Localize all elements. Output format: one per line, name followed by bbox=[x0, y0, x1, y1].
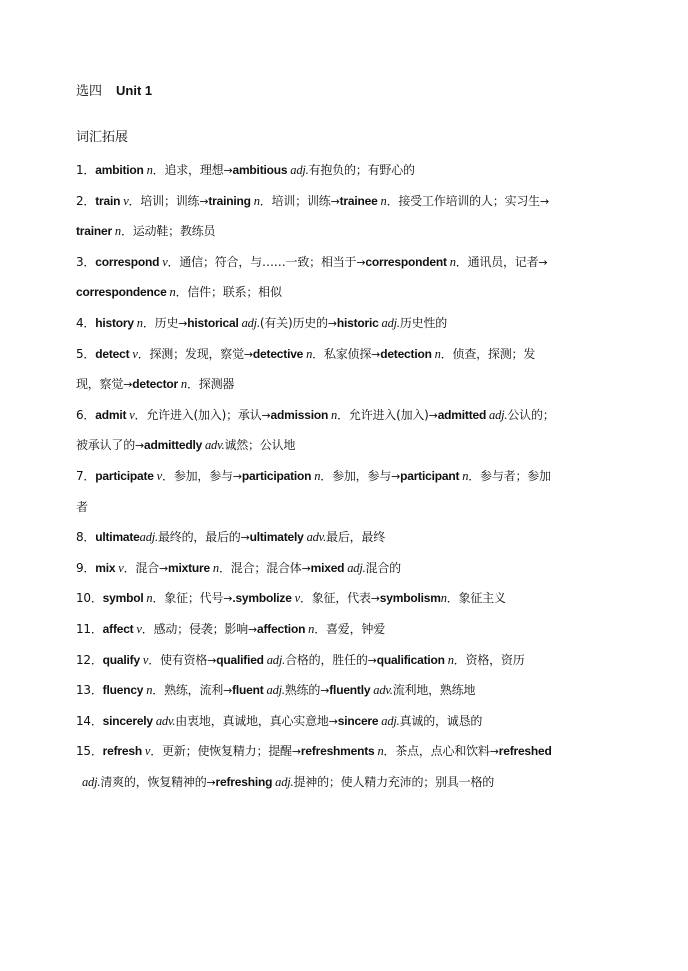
part-of-speech: n bbox=[143, 591, 153, 606]
headword: ambitious bbox=[232, 163, 288, 177]
part-of-speech: n bbox=[166, 285, 176, 300]
vocab-line bbox=[76, 434, 616, 465]
definition-text: 公认的； bbox=[507, 407, 555, 422]
arrow-icon: → bbox=[328, 714, 338, 728]
definition-text: 清爽的，恢复精神的 bbox=[100, 774, 207, 789]
arrow-icon: → bbox=[223, 592, 233, 606]
definition-text: ．培训；训练 bbox=[128, 193, 200, 208]
headword: detective bbox=[252, 346, 304, 361]
definition-text: ．探测；发现，察觉 bbox=[137, 346, 244, 361]
arrow-icon: → bbox=[489, 745, 499, 759]
definition-text: ．资格，资历 bbox=[453, 652, 525, 667]
part-of-speech: n bbox=[377, 193, 387, 208]
definition-text: ．信件；联系；相似 bbox=[175, 285, 282, 300]
part-of-speech: adj. bbox=[378, 315, 400, 330]
definition-text: ．运动鞋；教练员 bbox=[120, 224, 216, 239]
vocab-line bbox=[76, 771, 616, 802]
headword: correspond bbox=[95, 254, 160, 269]
definition-text: ．追求，理想 bbox=[152, 163, 224, 177]
vocab-line bbox=[76, 220, 616, 251]
arrow-icon: → bbox=[428, 408, 438, 422]
definition-text: 9． bbox=[76, 560, 96, 575]
page-title bbox=[76, 82, 152, 101]
part-of-speech: v bbox=[139, 652, 149, 667]
part-of-speech: n bbox=[431, 346, 441, 361]
headword: ambition bbox=[95, 163, 144, 177]
definition-text: ．更新；使恢复精力；提醒 bbox=[150, 744, 292, 759]
arrow-icon: → bbox=[247, 622, 257, 636]
arrow-icon: → bbox=[330, 194, 340, 208]
definition-text: ．混合；混合体 bbox=[218, 560, 302, 575]
arrow-icon: → bbox=[243, 347, 253, 361]
part-of-speech: adj. bbox=[378, 713, 400, 728]
arrow-icon: → bbox=[178, 316, 188, 330]
part-of-speech: n bbox=[440, 591, 447, 606]
vocab-line bbox=[76, 159, 616, 190]
headword: .symbolize bbox=[232, 591, 292, 606]
headword: admitted bbox=[437, 407, 487, 422]
definition-text: ．培训；训练 bbox=[259, 193, 331, 208]
arrow-icon: → bbox=[538, 255, 548, 269]
definition-text: 最终的，最后的 bbox=[157, 530, 241, 545]
headword: fluently bbox=[329, 683, 371, 698]
part-of-speech: n bbox=[311, 468, 321, 483]
part-of-speech: v bbox=[126, 407, 135, 422]
vocab-line bbox=[76, 740, 616, 771]
headword: sincere bbox=[337, 713, 379, 728]
part-of-speech: adj. bbox=[263, 652, 286, 667]
definition-text: ．私家侦探 bbox=[312, 346, 372, 361]
vocab-line bbox=[76, 618, 616, 649]
vocab-line bbox=[76, 710, 616, 741]
arrow-icon: → bbox=[223, 684, 233, 698]
part-of-speech: v bbox=[141, 744, 151, 759]
definition-text: 3． bbox=[76, 254, 96, 269]
part-of-speech: adj. bbox=[82, 774, 101, 789]
headword: history bbox=[95, 315, 134, 330]
vocabulary-list bbox=[76, 159, 616, 801]
part-of-speech: adj. bbox=[272, 774, 294, 789]
arrow-icon: → bbox=[232, 469, 242, 483]
headword: refreshed bbox=[498, 744, 552, 759]
arrow-icon: → bbox=[261, 408, 271, 422]
definition-text: ．接受工作培训的人；实习生 bbox=[386, 193, 540, 208]
arrow-icon: → bbox=[240, 531, 250, 545]
part-of-speech: n bbox=[111, 224, 121, 239]
arrow-icon: → bbox=[199, 194, 209, 208]
part-of-speech: v bbox=[120, 193, 129, 208]
part-of-speech: n bbox=[143, 163, 153, 177]
definition-text: ．象征主义 bbox=[446, 591, 506, 606]
headword: detector bbox=[132, 377, 178, 392]
vocab-line bbox=[76, 679, 616, 710]
definition-text: ．象征，代表 bbox=[299, 591, 371, 606]
definition-text: ．参加，参与 bbox=[162, 468, 233, 483]
definition-text: 最后，最终 bbox=[326, 530, 386, 545]
section-title: 词汇拓展 bbox=[76, 130, 129, 145]
vocab-line bbox=[76, 404, 616, 435]
definition-text: ．探测器 bbox=[186, 377, 235, 392]
part-of-speech: n bbox=[328, 407, 338, 422]
definition-text: 熟练的 bbox=[284, 683, 321, 698]
part-of-speech: adv. bbox=[303, 530, 327, 545]
arrow-icon: → bbox=[391, 469, 401, 483]
part-of-speech: adj. bbox=[486, 407, 508, 422]
part-of-speech: n bbox=[177, 377, 187, 392]
definition-text: ．感动；侵袭；影响 bbox=[141, 621, 248, 636]
part-of-speech: v bbox=[153, 468, 163, 483]
vocab-line bbox=[76, 465, 616, 496]
part-of-speech: n bbox=[133, 315, 143, 330]
arrow-icon: → bbox=[159, 561, 169, 575]
headword: trainer bbox=[76, 224, 112, 239]
vocab-line bbox=[76, 343, 616, 374]
vocab-line bbox=[76, 557, 616, 588]
definition-text: 15． bbox=[76, 744, 103, 759]
headword: sincerely bbox=[102, 713, 153, 728]
part-of-speech: v bbox=[115, 560, 124, 575]
definition-text: ．参与者；参加 bbox=[468, 468, 551, 483]
part-of-speech: n bbox=[305, 621, 315, 636]
definition-text: 提神的；使人精力充沛的；别具一格的 bbox=[293, 774, 495, 789]
headword: qualification bbox=[376, 652, 445, 667]
part-of-speech: n bbox=[444, 652, 454, 667]
definition-text: 12． bbox=[76, 652, 103, 667]
book-label: 选四 bbox=[76, 84, 103, 99]
part-of-speech: adj. bbox=[344, 560, 366, 575]
vocab-line bbox=[76, 251, 616, 282]
part-of-speech: v bbox=[129, 346, 138, 361]
part-of-speech: adj. bbox=[263, 683, 285, 698]
definition-text: 有抱负的；有野心的 bbox=[308, 163, 415, 177]
headword: mixed bbox=[310, 560, 345, 575]
headword: historic bbox=[336, 315, 379, 330]
definition-text: ．使有资格 bbox=[148, 652, 208, 667]
headword: mixture bbox=[168, 560, 210, 575]
headword: refreshments bbox=[300, 744, 375, 759]
vocab-line bbox=[76, 373, 616, 404]
headword: refresh bbox=[102, 744, 142, 759]
headword: detection bbox=[380, 346, 432, 361]
definition-text: 历史性的 bbox=[399, 315, 448, 330]
headword: symbolism bbox=[379, 591, 441, 606]
definition-text: 现，察觉 bbox=[76, 377, 124, 392]
part-of-speech: adj. bbox=[139, 530, 158, 545]
headword: admit bbox=[95, 407, 127, 422]
vocab-line bbox=[76, 526, 616, 557]
part-of-speech: v bbox=[133, 621, 142, 636]
definition-text: ．历史 bbox=[142, 315, 179, 330]
headword: participate bbox=[95, 468, 154, 483]
vocab-line bbox=[76, 190, 616, 221]
arrow-icon: → bbox=[539, 194, 549, 208]
definition-text: 2． bbox=[76, 193, 96, 208]
definition-text: ．参加，参与 bbox=[320, 468, 392, 483]
headword: correspondence bbox=[76, 285, 167, 300]
part-of-speech: n bbox=[143, 683, 153, 698]
headword: fluency bbox=[102, 683, 144, 698]
definition-text: 8． bbox=[76, 530, 96, 545]
definition-text: ．侦查，探测；发 bbox=[440, 346, 536, 361]
vocab-line bbox=[76, 496, 616, 527]
vocab-line bbox=[76, 312, 616, 343]
arrow-icon: → bbox=[207, 653, 217, 667]
headword: fluent bbox=[232, 683, 264, 698]
part-of-speech: n bbox=[446, 254, 456, 269]
definition-text: ．通信；符合，与……一致；相当于 bbox=[167, 254, 357, 269]
unit-label: Unit 1 bbox=[116, 83, 153, 98]
headword: detect bbox=[95, 346, 130, 361]
arrow-icon: → bbox=[320, 684, 330, 698]
definition-text: ．允许进入(加入)；承认 bbox=[134, 407, 262, 422]
part-of-speech: adv. bbox=[202, 438, 225, 453]
arrow-icon: → bbox=[370, 592, 380, 606]
definition-text: 者 bbox=[76, 499, 88, 514]
headword: ultimately bbox=[249, 530, 304, 545]
definition-text: 真诚的，诚恳的 bbox=[399, 713, 483, 728]
headword: affection bbox=[257, 621, 306, 636]
headword: qualify bbox=[102, 652, 140, 667]
arrow-icon: → bbox=[301, 561, 311, 575]
headword: symbol bbox=[102, 591, 144, 606]
definition-text: ．喜爱，钟爱 bbox=[314, 621, 386, 636]
definition-text: 14． bbox=[76, 713, 103, 728]
definition-text: 5． bbox=[76, 346, 96, 361]
arrow-icon: → bbox=[367, 653, 377, 667]
arrow-icon: → bbox=[223, 164, 233, 177]
part-of-speech: n bbox=[374, 744, 384, 759]
arrow-icon: → bbox=[291, 745, 301, 759]
headword: admission bbox=[270, 407, 329, 422]
headword: qualified bbox=[216, 652, 264, 667]
definition-text: 诚然；公认地 bbox=[224, 438, 296, 453]
definition-text: ．混合 bbox=[123, 560, 160, 575]
arrow-icon: → bbox=[123, 378, 133, 392]
definition-text: ．通讯员，记者 bbox=[455, 254, 539, 269]
part-of-speech: v bbox=[291, 591, 300, 606]
part-of-speech: n bbox=[303, 346, 313, 361]
headword: affect bbox=[102, 621, 134, 636]
part-of-speech: adj. bbox=[287, 163, 309, 177]
part-of-speech: adv. bbox=[370, 683, 393, 698]
vocab-line bbox=[76, 281, 616, 312]
arrow-icon: → bbox=[356, 255, 366, 269]
definition-text: (有关)历史的 bbox=[259, 315, 328, 330]
vocab-line bbox=[76, 649, 616, 680]
definition-text: 流利地，熟练地 bbox=[392, 683, 476, 698]
definition-text: 6． bbox=[76, 407, 96, 422]
headword: historical bbox=[187, 315, 239, 330]
definition-text: 合格的，胜任的 bbox=[285, 652, 368, 667]
arrow-icon: → bbox=[135, 439, 145, 453]
headword: refreshing bbox=[215, 774, 273, 789]
definition-text: ．象征；代号 bbox=[152, 591, 224, 606]
definition-text: ．允许进入(加入) bbox=[337, 407, 429, 422]
headword: mix bbox=[95, 560, 116, 575]
headword: admittedly bbox=[144, 438, 203, 453]
part-of-speech: adv. bbox=[152, 713, 176, 728]
headword: participation bbox=[241, 468, 312, 483]
vocab-line bbox=[76, 587, 616, 618]
definition-text: 7． bbox=[76, 468, 96, 483]
headword: training bbox=[208, 193, 251, 208]
definition-text: 4． bbox=[76, 315, 96, 330]
definition-text: 混合的 bbox=[365, 560, 401, 575]
headword: trainee bbox=[339, 193, 378, 208]
definition-text: 13． bbox=[76, 683, 103, 698]
part-of-speech: n bbox=[210, 560, 219, 575]
headword: ultimate bbox=[95, 530, 140, 545]
part-of-speech: adj. bbox=[238, 315, 260, 330]
part-of-speech: n bbox=[459, 468, 469, 483]
part-of-speech: n bbox=[250, 193, 260, 208]
definition-text: ．茶点，点心和饮料 bbox=[383, 744, 490, 759]
headword: train bbox=[95, 193, 121, 208]
arrow-icon: → bbox=[371, 347, 381, 361]
arrow-icon: → bbox=[327, 316, 337, 330]
definition-text: 被承认了的 bbox=[76, 438, 136, 453]
definition-text: 由衷地，真诚地，真心实意地 bbox=[175, 713, 329, 728]
headword: participant bbox=[400, 468, 460, 483]
headword: correspondent bbox=[365, 254, 447, 269]
definition-text: ．熟练，流利 bbox=[152, 683, 224, 698]
arrow-icon: → bbox=[206, 775, 216, 789]
definition-text: 11． bbox=[76, 621, 103, 636]
definition-text: 10． bbox=[76, 591, 103, 606]
definition-text: 1． bbox=[76, 163, 96, 177]
part-of-speech: v bbox=[159, 254, 168, 269]
